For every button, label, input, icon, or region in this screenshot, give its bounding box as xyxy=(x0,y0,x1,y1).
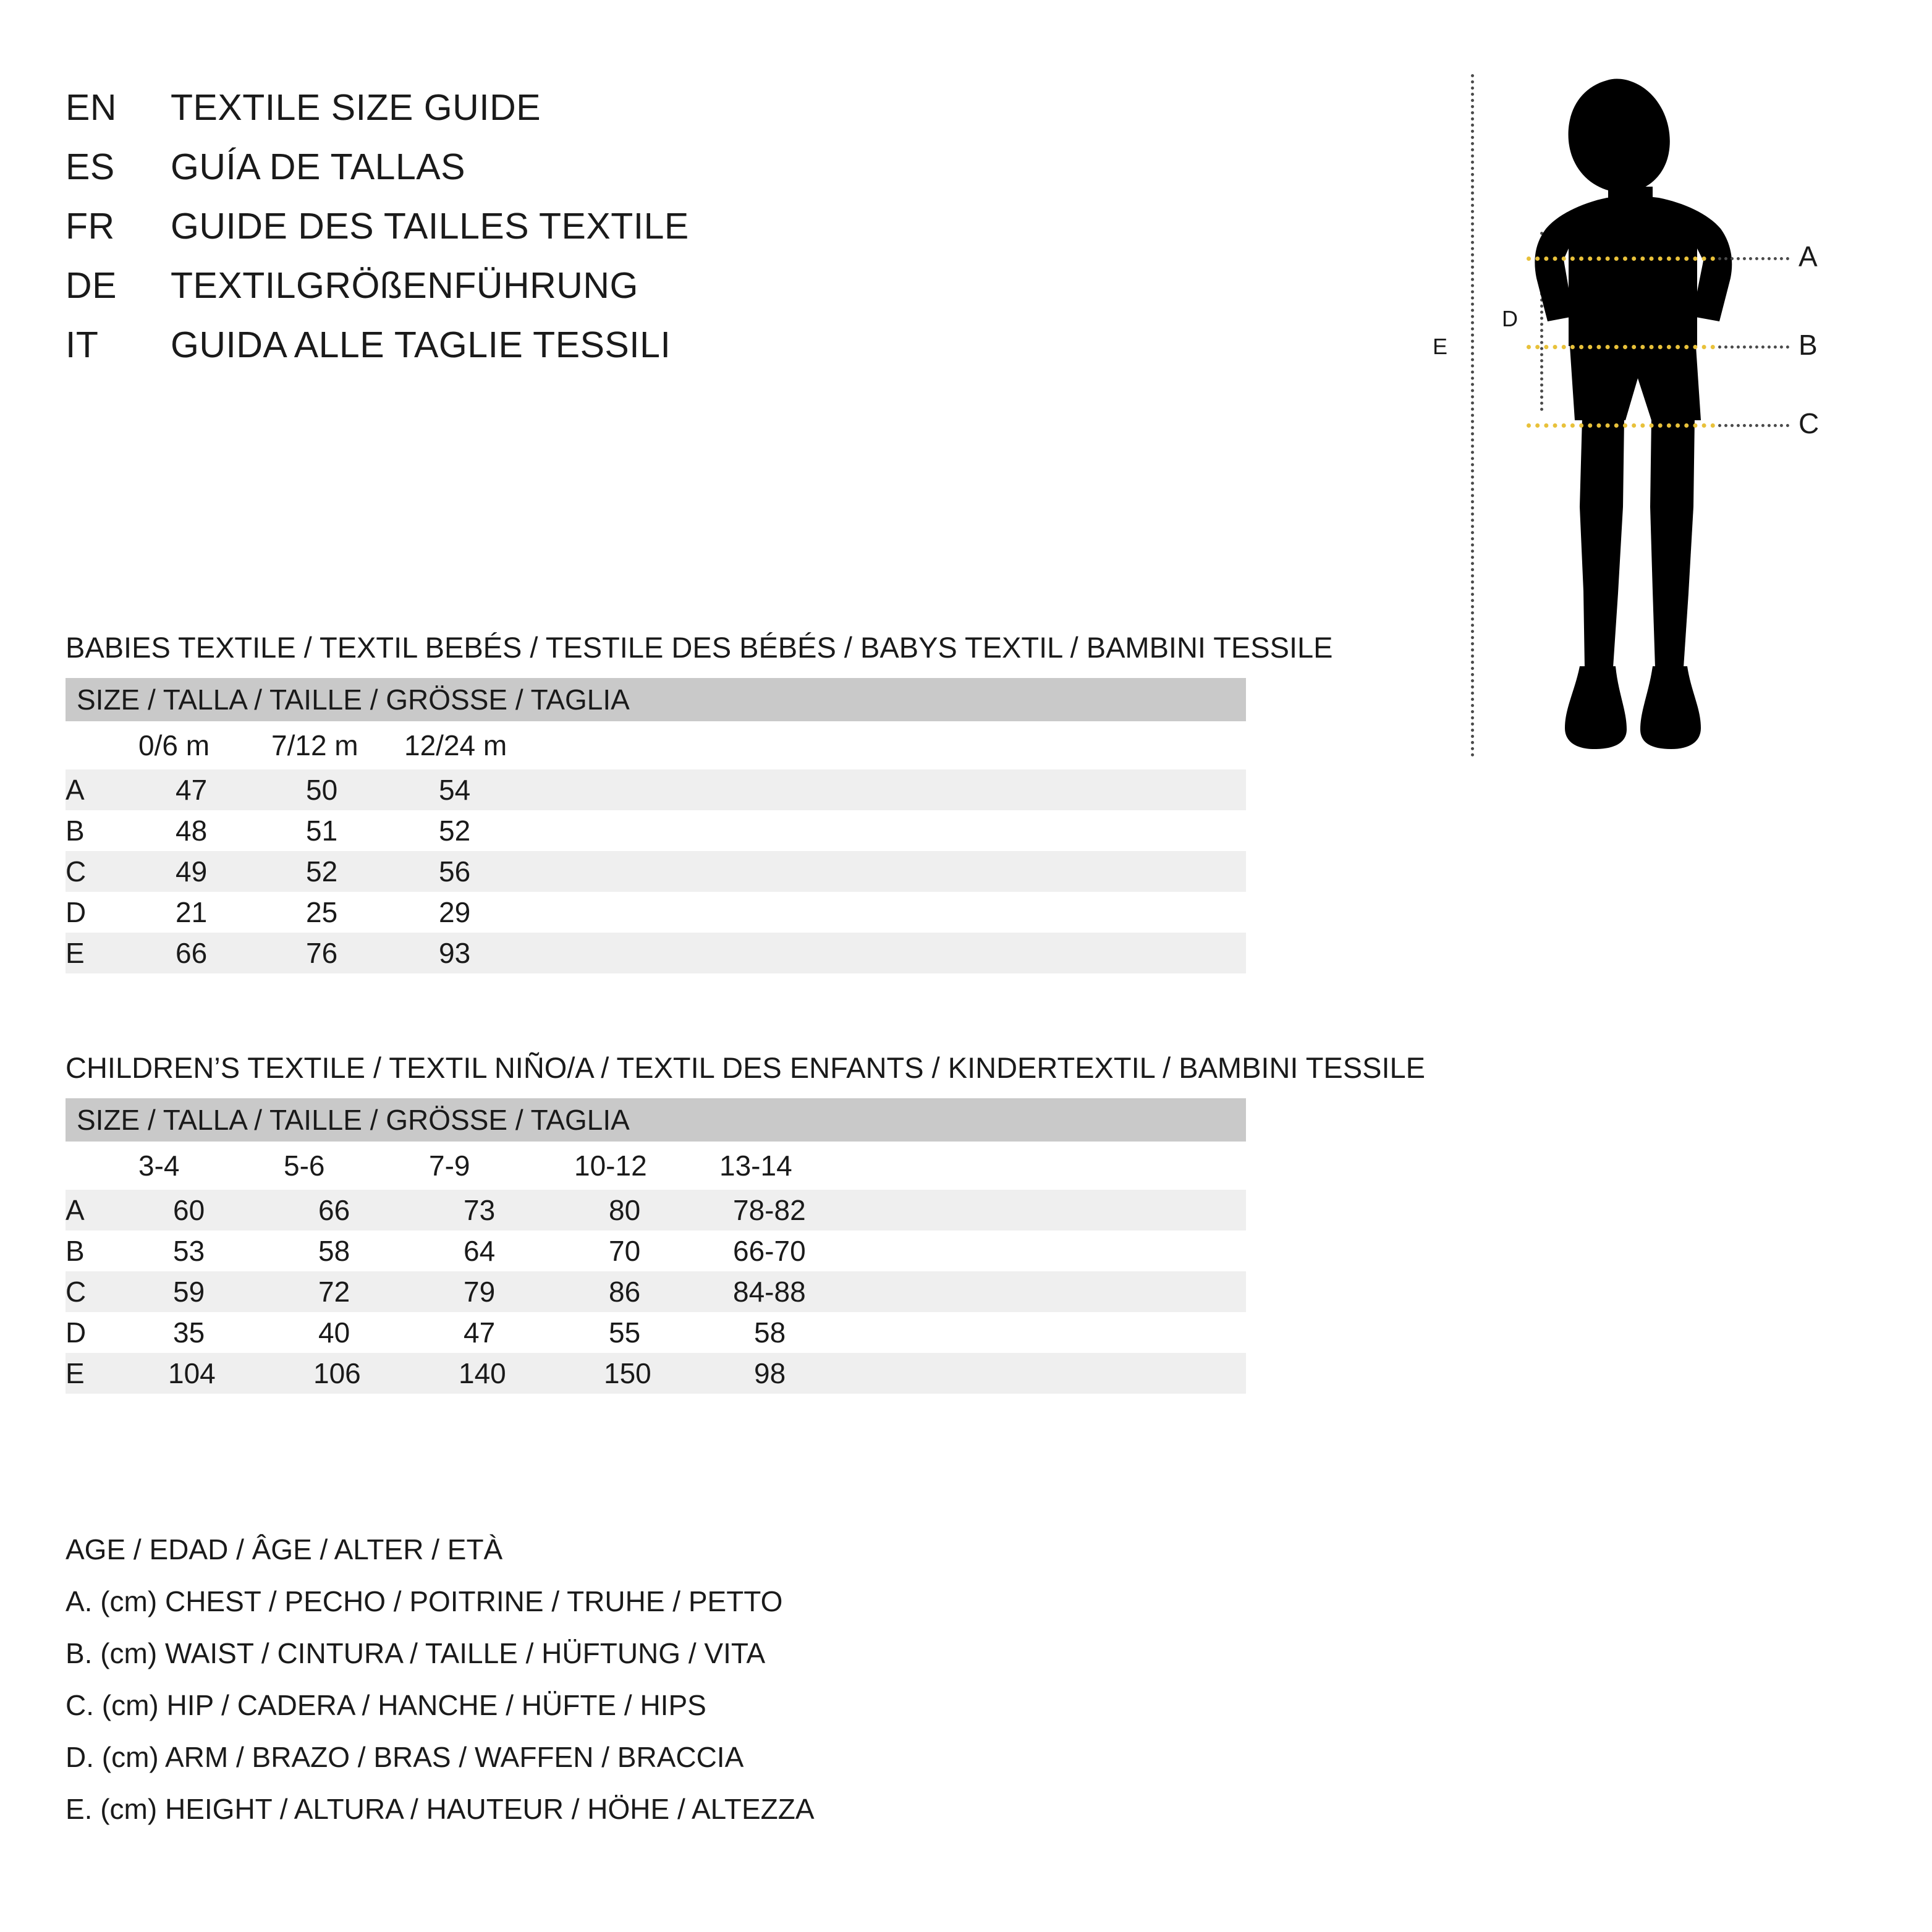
language-row xyxy=(66,87,1240,146)
children-section xyxy=(66,1051,1426,1394)
cell-value: 79 xyxy=(429,1271,574,1312)
column-header: 13-14 xyxy=(719,1142,1246,1190)
cell-value: 80 xyxy=(574,1190,719,1231)
chest-leader-line-a xyxy=(1718,257,1789,260)
table-row xyxy=(66,933,1246,973)
figure-label-b: B xyxy=(1799,329,1818,361)
height-guide-line-e xyxy=(1471,74,1474,757)
column-header: 10-12 xyxy=(574,1142,719,1190)
legend-line-hip: C. (cm) HIP / CADERA / HANCHE / HÜFTE / HIPS xyxy=(66,1689,706,1721)
babies-section-title: BABIES TEXTILE / TEXTIL BEBÉS / TESTILE DES BÉBÉS / BABYS TEXTIL / BAMBINI TESSILE xyxy=(66,631,1333,664)
language-title: GUIDA ALLE TAGLIE TESSILI xyxy=(171,324,671,365)
figure-label-a: A xyxy=(1799,240,1818,273)
cell-value: 84-88 xyxy=(719,1271,1246,1312)
cell-value: 76 xyxy=(271,933,404,973)
child-silhouette-icon xyxy=(1520,74,1768,766)
cell-value: 48 xyxy=(138,810,271,851)
chest-measure-line-a xyxy=(1527,256,1715,261)
cell-value: 93 xyxy=(404,933,537,973)
language-row xyxy=(66,205,1240,265)
babies-size-table xyxy=(66,678,1246,973)
cell-value: 73 xyxy=(429,1190,574,1231)
cell-value: 55 xyxy=(574,1312,719,1353)
cell-value: 52 xyxy=(404,810,537,851)
cell-value: 49 xyxy=(138,851,271,892)
row-label: D xyxy=(66,892,138,933)
waist-measure-line-b xyxy=(1527,345,1715,349)
table-row xyxy=(66,1312,1246,1353)
figure-label-c: C xyxy=(1799,407,1820,439)
table-row xyxy=(66,810,1246,851)
cell-value: 47 xyxy=(138,769,271,810)
measurement-legend xyxy=(66,1533,1302,1844)
column-header: 7/12 m xyxy=(271,721,404,769)
cell-value: 40 xyxy=(284,1312,429,1353)
column-header: 0/6 m xyxy=(138,721,271,769)
measurement-figure xyxy=(1403,74,1885,779)
cell-value: 47 xyxy=(429,1312,574,1353)
language-code: FR xyxy=(66,206,115,247)
column-header: 7-9 xyxy=(429,1142,574,1190)
spacer-cell xyxy=(537,851,1246,892)
cell-value: 106 xyxy=(284,1353,429,1394)
table-row xyxy=(66,1231,1246,1271)
figure-label-e: E xyxy=(1433,334,1448,359)
row-label: C xyxy=(66,1271,138,1312)
size-header-label: SIZE / TALLA / TAILLE / GRÖSSE / TAGLIA xyxy=(66,1098,1246,1142)
language-row xyxy=(66,265,1240,324)
legend-line-chest: A. (cm) CHEST / PECHO / POITRINE / TRUHE / PETTO xyxy=(66,1585,783,1617)
cell-value: 78-82 xyxy=(719,1190,1246,1231)
cell-value: 104 xyxy=(138,1353,284,1394)
hip-leader-line-c xyxy=(1718,424,1789,427)
cell-value: 50 xyxy=(271,769,404,810)
cell-value: 58 xyxy=(284,1231,429,1271)
row-label: E xyxy=(66,933,138,973)
table-row xyxy=(66,1271,1246,1312)
legend-line-arm: D. (cm) ARM / BRAZO / BRAS / WAFFEN / BRACCIA xyxy=(66,1741,744,1773)
table-row xyxy=(66,892,1246,933)
language-row xyxy=(66,324,1240,383)
cell-value: 54 xyxy=(404,769,537,810)
empty-corner-cell xyxy=(66,721,138,769)
legend-line-age: AGE / EDAD / ÂGE / ALTER / ETÀ xyxy=(66,1533,503,1566)
figure-label-d: D xyxy=(1502,306,1518,331)
cell-value: 35 xyxy=(138,1312,284,1353)
cell-value: 52 xyxy=(271,851,404,892)
table-row xyxy=(66,769,1246,810)
cell-value: 59 xyxy=(138,1271,284,1312)
column-header: 5-6 xyxy=(284,1142,429,1190)
row-label: E xyxy=(66,1353,138,1394)
table-row xyxy=(66,1190,1246,1231)
cell-value: 21 xyxy=(138,892,271,933)
spacer-cell xyxy=(537,721,1246,769)
cell-value: 150 xyxy=(574,1353,719,1394)
row-label: C xyxy=(66,851,138,892)
legend-line-waist: B. (cm) WAIST / CINTURA / TAILLE / HÜFTUNG / VITA xyxy=(66,1637,766,1669)
empty-corner-cell xyxy=(66,1142,138,1190)
language-code: IT xyxy=(66,324,99,365)
cell-value: 66-70 xyxy=(719,1231,1246,1271)
waist-leader-line-b xyxy=(1718,345,1789,349)
cell-value: 53 xyxy=(138,1231,284,1271)
row-label: A xyxy=(66,769,138,810)
children-size-table xyxy=(66,1098,1246,1394)
language-row xyxy=(66,146,1240,205)
row-label: D xyxy=(66,1312,138,1353)
spacer-cell xyxy=(537,892,1246,933)
language-title: TEXTILGRÖßENFÜHRUNG xyxy=(171,265,638,306)
language-title-block xyxy=(66,87,1240,383)
language-code: ES xyxy=(66,146,115,187)
cell-value: 98 xyxy=(719,1353,1246,1394)
cell-value: 66 xyxy=(138,933,271,973)
cell-value: 70 xyxy=(574,1231,719,1271)
column-header: 12/24 m xyxy=(404,721,537,769)
spacer-cell xyxy=(537,933,1246,973)
cell-value: 56 xyxy=(404,851,537,892)
cell-value: 72 xyxy=(284,1271,429,1312)
children-section-title: CHILDREN’S TEXTILE / TEXTIL NIÑO/A / TEXTIL DES ENFANTS / KINDERTEXTIL / BAMBINI TESSILE xyxy=(66,1051,1426,1084)
cell-value: 58 xyxy=(719,1312,1246,1353)
table-row xyxy=(66,851,1246,892)
cell-value: 140 xyxy=(429,1353,574,1394)
hip-measure-line-c xyxy=(1527,423,1715,428)
row-label: B xyxy=(66,1231,138,1271)
spacer-cell xyxy=(537,810,1246,851)
language-title: GUÍA DE TALLAS xyxy=(171,146,466,187)
cell-value: 64 xyxy=(429,1231,574,1271)
row-label: B xyxy=(66,810,138,851)
size-header-label: SIZE / TALLA / TAILLE / GRÖSSE / TAGLIA xyxy=(66,678,1246,721)
language-title: GUIDE DES TAILLES TEXTILE xyxy=(171,206,689,247)
table-sizes-row xyxy=(66,721,1246,769)
language-code: DE xyxy=(66,265,117,306)
cell-value: 86 xyxy=(574,1271,719,1312)
column-header: 3-4 xyxy=(138,1142,284,1190)
table-row xyxy=(66,1353,1246,1394)
table-header-row xyxy=(66,678,1246,721)
language-title: TEXTILE SIZE GUIDE xyxy=(171,87,541,128)
cell-value: 66 xyxy=(284,1190,429,1231)
babies-section xyxy=(66,630,1333,973)
language-code: EN xyxy=(66,87,117,128)
cell-value: 29 xyxy=(404,892,537,933)
cell-value: 25 xyxy=(271,892,404,933)
table-sizes-row xyxy=(66,1142,1246,1190)
row-label: A xyxy=(66,1190,138,1231)
spacer-cell xyxy=(537,769,1246,810)
legend-line-height: E. (cm) HEIGHT / ALTURA / HAUTEUR / HÖHE / ALTEZZA xyxy=(66,1793,815,1825)
cell-value: 60 xyxy=(138,1190,284,1231)
cell-value: 51 xyxy=(271,810,404,851)
table-header-row xyxy=(66,1098,1246,1142)
